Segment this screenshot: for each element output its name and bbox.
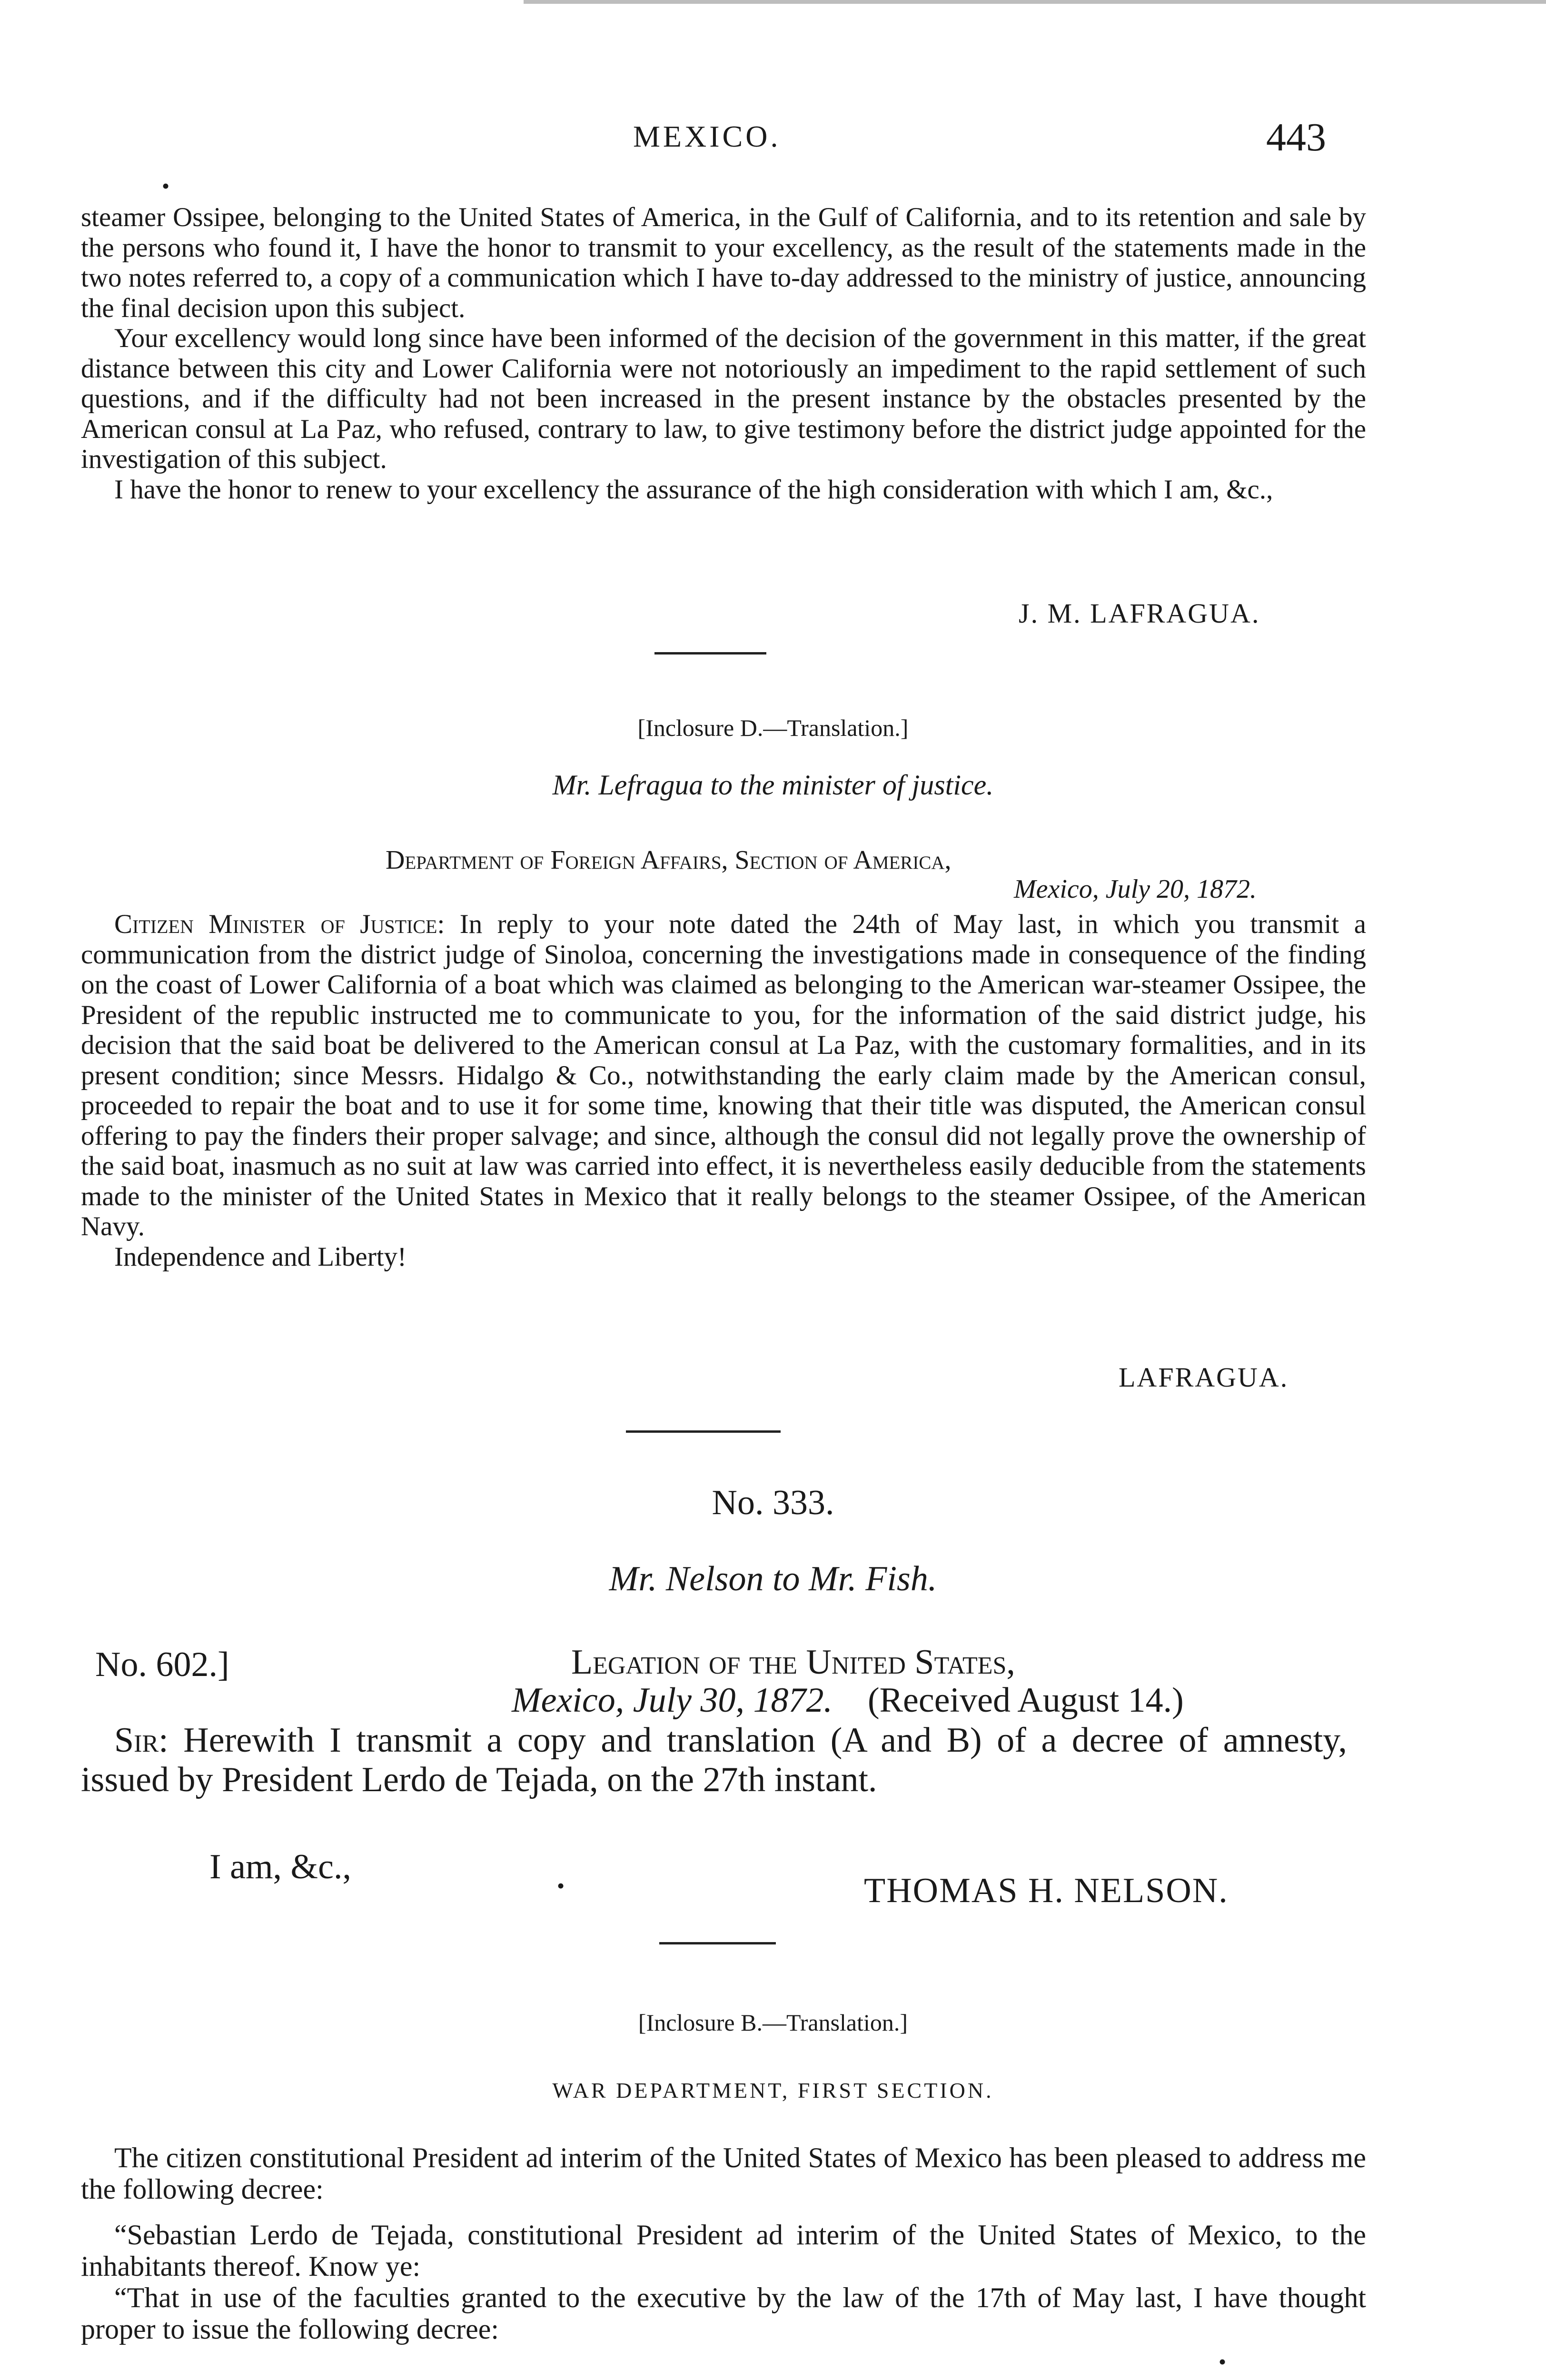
document-heading: Mr. Nelson to Mr. Fish.	[609, 1559, 937, 1598]
signature-lafragua: LAFRAGUA.	[1119, 1362, 1289, 1393]
section-heading: WAR DEPARTMENT, FIRST SECTION.	[552, 2078, 994, 2102]
salutation: Sir:	[114, 1721, 168, 1760]
inclosure-d-heading: Mr. Lefragua to the minister of justice.	[552, 769, 994, 801]
inclosure-d-body	[81, 909, 1366, 1272]
legation-date-line	[512, 1680, 1184, 1721]
separator-rule	[654, 652, 766, 654]
closing: Independence and Liberty!	[114, 1241, 407, 1272]
paragraph: steamer Ossipee, belonging to the United States of America, in the Gulf of California, and to its retention and sale by the persons who found it, I have the honor to transmit to your excellency, as the result of the statements made in the two notes referred to, a copy of a communication which I have to-day addressed to the ministry of justice, announcing the final decision upon this subject.	[81, 202, 1366, 323]
paragraph: The citizen constitutional President ad interim of the United States of Mexico has been pleased to address me the following decree:	[81, 2142, 1366, 2205]
inclosure-d-label: [Inclosure D.—Translation.]	[637, 714, 909, 741]
paragraph: I have the honor to renew to your excellency the assurance of the high consideration with which I am, &c.,	[114, 474, 1273, 505]
scan-top-edge	[524, 0, 1546, 4]
paragraph: Your excellency would long since have been informed of the decision of the government in this matter, if the great distance between this city and Lower California were not notoriously an impediment to the rapid settlement of such questions, and if the difficulty had not been increased in the present instance by the obstacles presented by the American consul at La Paz, who refused, contrary to law, to give testimony before the district judge appointed for the investigation of this subject.	[81, 323, 1366, 474]
letter-body: In reply to your note dated the 24th of May last, in which you transmit a communication from the district judge of Sinoloa, concerning the investigations made in consequence of the finding on the coast of Lower California of a boat which was claimed as belonging to the American war-steamer Ossipee, the President of the republic instructed me to communicate to you, for the information of the said district judge, his decision that the said boat be delivered to the American consul at La Paz, with the customary formalities, and in its present condition; since Messrs. Hidalgo & Co., notwithstanding the early claim made by the American consul, proceeded to repair the boat and to use it for some time, knowing that their title was disputed, the American consul offering to pay the finders their proper salvage; and since, although the consul did not legally prove the ownership of the said boat, inasmuch as no suit at law was carried into effect, it is nevertheless easily deducible from the statements made to the minister of the United States in Mexico that it really belongs to the steamer Ossipee, of the American Navy.	[81, 909, 1366, 1241]
page-number: 443	[1266, 115, 1326, 159]
paragraph: “Sebastian Lerdo de Tejada, constitutional President ad interim of the United States of Mexico, to the inhabitants thereof. Know ye:	[81, 2219, 1366, 2282]
separator-rule	[626, 1430, 781, 1433]
dispatch-number: No. 602.]	[95, 1645, 229, 1684]
inclosure-b-body	[81, 2142, 1366, 2345]
running-head: MEXICO.	[633, 119, 781, 153]
legation-dateline: Legation of the United States,	[571, 1643, 1015, 1682]
legation-date: Mexico, July 30, 1872.	[512, 1681, 832, 1720]
inclosure-b-label: [Inclosure B.—Translation.]	[638, 2009, 908, 2036]
letter-body: Herewith I transmit a copy and translation (A and B) of a decree of amnesty, issued by President Lerdo de Tejada, on the 27th instant.	[81, 1721, 1348, 1799]
nelson-letter-body	[81, 1721, 1347, 1800]
dateline-date: Mexico, July 20, 1872.	[1014, 874, 1257, 904]
separator-rule	[659, 1942, 776, 1944]
document-number: No. 333.	[712, 1483, 834, 1522]
ink-speck: •	[1219, 2350, 1227, 2374]
salutation: Citizen Minister of Justice:	[114, 909, 445, 939]
signature-nelson: THOMAS H. NELSON.	[864, 1871, 1229, 1910]
ink-speck: •	[162, 174, 170, 198]
dateline-place: Department of Foreign Affairs, Section of America,	[386, 845, 951, 875]
ink-speck: •	[557, 1874, 565, 1898]
paragraph: “That in use of the faculties granted to the executive by the law of the 17th of May last, I have thought proper to issue the following decree:	[81, 2282, 1366, 2345]
letter-continuation	[81, 202, 1366, 505]
received-date: (Received August 14.)	[868, 1681, 1184, 1720]
closing: I am, &c.,	[209, 1847, 351, 1886]
signature-lafragua-full: J. M. LAFRAGUA.	[1019, 598, 1260, 629]
